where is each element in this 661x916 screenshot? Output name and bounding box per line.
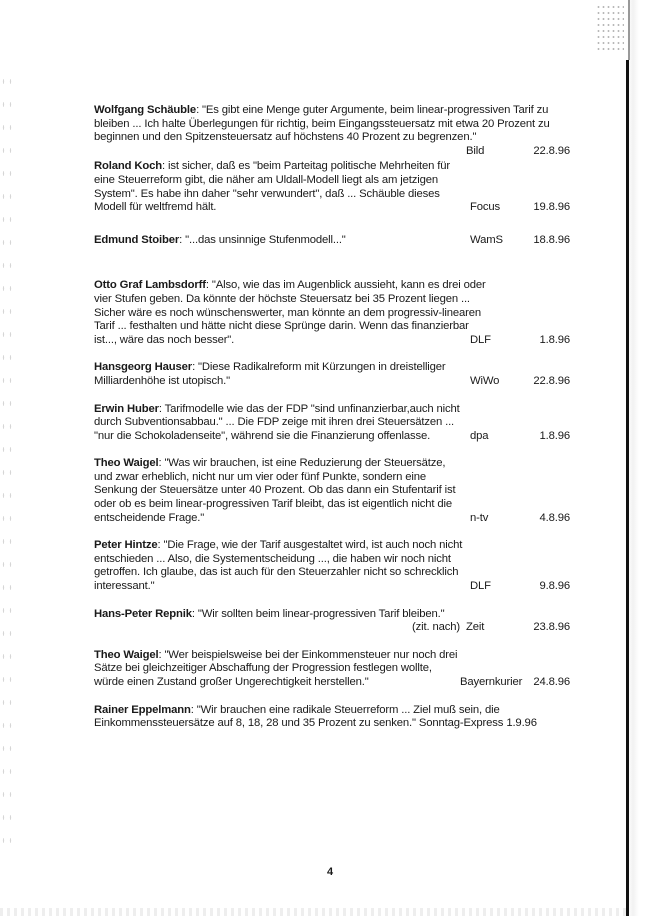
citation-note: (zit. nach) [412,621,460,634]
citation-date: 1.8.96 [539,333,570,346]
citation-source: Focus [470,201,501,214]
quote-entry [94,704,570,731]
citation-source: Zeit [466,621,485,634]
quote-text: : "Diese Radikalreform mit Kürzungen in dreistelliger Milliardenhöhe ist utopisch." [94,361,446,387]
citation-date: 19.8.96 [533,201,570,214]
speaker-name: Theo Waigel [94,457,159,470]
quote-entry [94,104,570,158]
citation [470,580,570,594]
citation [470,512,570,526]
speaker-name: Otto Graf Lambsdorff [94,279,206,292]
citation [470,334,570,348]
quote-entry [94,234,570,248]
quote-text: : "...das unsinnige Stufenmodell..." [179,233,346,246]
citation-date: 24.8.96 [533,676,570,688]
citation-date: 4.8.96 [539,511,570,524]
speaker-name: Erwin Huber [94,402,159,415]
citation-date: 1.9.96 [506,717,537,730]
quote-entry [94,539,570,593]
quote-text: : "Was wir brauchen, ist eine Reduzierung der Steuersätze, und zwar erheblich, nicht nur um vier oder fünf Punkte, sondern eine Senkung der Steuersätze unter 40 Prozent. Ob das dann ein Stufentarif ist oder ob es beim linear-progressiven Tarif bleibt, das ist eigentlich nicht die entscheidende Frage." [94,457,456,524]
scan-noise-corner [596,4,624,54]
speaker-name: Peter Hintze [94,539,158,552]
citation-source: n-tv [470,511,489,524]
citation-date: 9.8.96 [539,580,570,593]
speaker-name: Roland Koch [94,160,163,173]
quote-text: : Tarifmodelle wie das der FDP "sind unfinanzierbar,auch nicht durch Subventionsabbau." ... Die FDP zeige mit ihren drei Steuersätzen ... "nur die Schokoladenseite", während sie die Finanzierung offenlasse. [94,402,460,442]
citation-date: 22.8.96 [533,144,570,157]
citation [470,430,570,444]
citation [470,234,570,248]
quote-entry [94,279,570,347]
quote-entry [94,160,570,214]
quote-text: : "Also, wie das im Augenblick aussieht, kann es drei oder vier Stufen geben. Da könnte der höchste Steuersatz bei 35 Prozent liegen ... Sicher wäre es noch wünschenswerter, man könnte an dem progressiv-linearen Tarif ... festhalten und hätte nicht diese Sprünge darin. Wenn das finanzierbar ist..., wäre das noch besser". [94,279,486,346]
quote-text: : "Wer beispielsweise bei der Einkommensteuer nur noch drei Sätze bei gleichzeitiger Abschaffung der Progression festlegen wollte, würde einen Zustand großer Ungerechtigkeit herstellen." [94,648,458,688]
quote-entry [94,608,570,635]
citation-source: DLF [470,333,491,346]
speaker-name: Hansgeorg Hauser [94,361,193,374]
page-edge-line [626,60,629,916]
citation [470,375,570,389]
citation [460,676,570,690]
citation-source: WamS [470,233,503,246]
speaker-name: Wolfgang Schäuble [94,104,197,116]
citation-date: 18.8.96 [533,233,570,246]
citation-source: Bild [466,144,485,157]
quote-entry [94,403,570,444]
scan-noise [0,70,14,850]
quote-text: : "Es gibt eine Menge guter Argumente, beim linear-progressiven Tarif zu bleiben ... Ich halte Überlegungen für richtig, beim Eingangssteuersatz mit etwa 20 Prozent zu beginnen und den Spitzensteuersatz auf höchstens 40 Prozent zu begrenzen." [94,104,550,144]
citation-date: 1.8.96 [539,429,570,442]
quote-entry [94,457,570,525]
citation [94,145,570,159]
quote-entry [94,649,570,690]
citation [94,621,570,635]
citation-date: 23.8.96 [533,621,570,634]
speaker-name: Rainer Eppelmann [94,703,191,716]
quote-text: : "Wir sollten beim linear-progressiven Tarif bleiben." [191,607,445,620]
quote-text: : ist sicher, daß es "beim Parteitag politische Mehrheiten für eine Steuerreform gibt, die näher am Uldall-Modell liegt als am jetzigen System". Es habe ihn daher "sehr verwundert", daß ... Schäuble dieses Modell für weltfremd hält. [94,160,450,214]
quote-entry [94,361,570,388]
page-edge-line-top [628,0,630,60]
citation [470,201,570,215]
quote-text: : "Wir brauchen eine radikale Steuerreform ... Ziel muß sein, die Einkommenssteuersätze auf 8, 18, 28 und 35 Prozent zu senken." [94,703,500,730]
speaker-name: Hans-Peter Repnik [94,607,192,620]
quote-text: : "Die Frage, wie der Tarif ausgestaltet wird, ist auch noch nicht entschieden ... Also, die Systementscheidung ..., die haben wir noch nicht getroffen. Ich glaube, das ist auch für den Steuerzahler nicht so schrecklich interessant." [94,539,463,593]
speaker-name: Theo Waigel [94,648,159,661]
speaker-name: Edmund Stoiber [94,233,180,246]
citation-source: dpa [470,429,489,442]
citation-source: WiWo [470,374,500,387]
citation-source: Sonntag-Express [418,717,504,730]
citation-source: Bayernkurier [460,676,523,688]
page-edge [627,0,661,916]
quote-list [94,104,570,731]
page-number: 4 [326,866,334,878]
citation-date: 22.8.96 [533,374,570,387]
page-bottom-edge [0,908,626,916]
citation-source: DLF [470,580,491,593]
